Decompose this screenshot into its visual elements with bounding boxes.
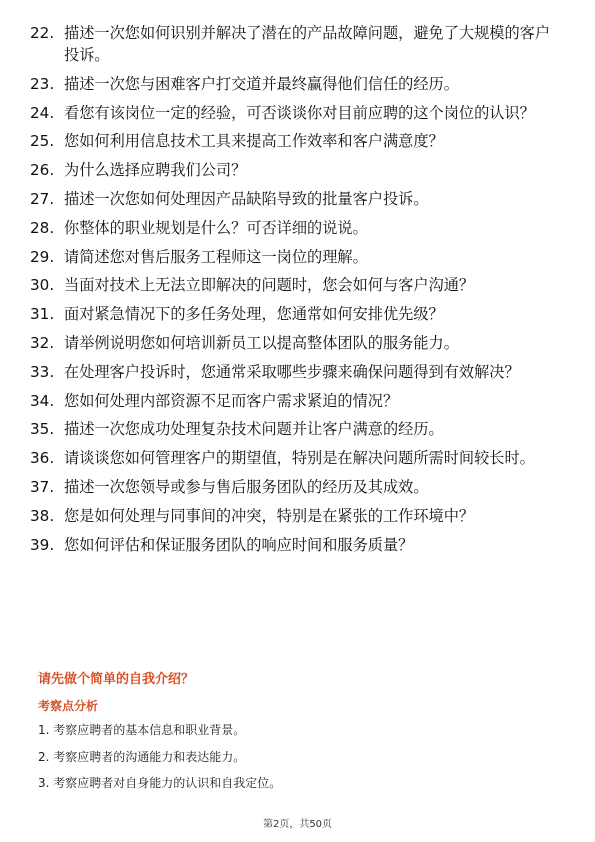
question-item (30, 303, 565, 325)
question-item (30, 217, 565, 239)
question-number: 30. (30, 276, 55, 295)
question-list (30, 22, 565, 562)
question-item (30, 332, 565, 354)
question-number: 23. (30, 74, 55, 93)
question-number: 25. (30, 132, 55, 151)
question-number: 31. (30, 305, 55, 324)
question-item (30, 361, 565, 383)
question-item (30, 159, 565, 181)
question-number: 34. (30, 391, 55, 410)
question-item (30, 274, 565, 296)
question-item (30, 505, 565, 527)
analysis-point: 2. 考察应聘者的沟通能力和表达能力。 (38, 749, 246, 764)
question-text: 描述一次您成功处理复杂技术问题并让客户满意的经历。 (64, 420, 444, 439)
question-text: 当面对技术上无法立即解决的问题时，您会如何与客户沟通？ (64, 276, 475, 295)
analysis-point: 3. 考察应聘者对自身能力的认识和自我定位。 (38, 776, 282, 790)
question-text: 描述一次您如何处理因产品缺陷导致的批量客户投诉。 (64, 189, 429, 208)
question-item (30, 476, 565, 498)
question-number: 39. (30, 535, 55, 554)
question-text: 您如何评估和保证服务团队的响应时间和服务质量？ (64, 535, 414, 554)
intro-question-heading: 请先做个简单的自我介绍？ (38, 672, 195, 687)
question-number: 24. (30, 103, 55, 122)
question-item (30, 534, 565, 556)
question-text: 看您有该岗位一定的经验，可否谈谈你对目前应聘的这个岗位的认识？ (64, 103, 535, 122)
question-text: 您如何处理内部资源不足而客户需求紧迫的情况？ (64, 391, 399, 410)
question-number: 26. (30, 161, 55, 180)
question-item (30, 102, 565, 124)
question-number: 28. (30, 218, 55, 237)
question-number: 29. (30, 247, 55, 266)
question-item (30, 73, 565, 95)
question-item (30, 390, 565, 412)
question-item (30, 447, 565, 469)
question-text: 描述一次您与困难客户打交道并最终赢得他们信任的经历。 (64, 74, 459, 93)
question-text: 请简述您对售后服务工程师这一岗位的理解。 (64, 247, 368, 266)
question-number: 37. (30, 477, 55, 496)
question-number: 22. (30, 24, 55, 42)
question-number: 32. (30, 333, 55, 352)
question-text: 您是如何处理与同事间的冲突，特别是在紧张的工作环境中？ (64, 506, 475, 525)
analysis-title: 考察点分析 (38, 699, 99, 713)
question-text: 你整体的职业规划是什么？可否详细的说说。 (64, 218, 368, 237)
question-number: 35. (30, 420, 55, 439)
question-text: 面对紧急情况下的多任务处理，您通常如何安排优先级？ (64, 305, 444, 324)
question-text: 您如何利用信息技术工具来提高工作效率和客户满意度？ (64, 132, 444, 151)
question-item (30, 418, 565, 440)
question-text: 为什么选择应聘我们公司？ (64, 161, 247, 180)
analysis-points (38, 722, 281, 802)
question-text: 请谈谈您如何管理客户的期望值，特别是在解决问题所需时间较长时。 (64, 449, 535, 468)
question-text: 描述一次您领导或参与售后服务团队的经历及其成效。 (64, 477, 429, 496)
question-number: 36. (30, 449, 55, 468)
question-text: 在处理客户投诉时，您通常采取哪些步骤来确保问题得到有效解决？ (64, 362, 520, 381)
analysis-point: 1. 考察应聘者的基本信息和职业背景。 (38, 723, 246, 737)
question-text: 请举例说明您如何培训新员工以提高整体团队的服务能力。 (64, 333, 459, 352)
question-number: 33. (30, 362, 55, 381)
question-item (30, 22, 565, 66)
question-number: 38. (30, 506, 55, 525)
question-item (30, 130, 565, 152)
page-footer: 第2页，共50页 (262, 819, 333, 830)
question-item (30, 188, 565, 210)
question-item (30, 246, 565, 268)
question-number: 27. (30, 189, 55, 208)
question-text: 描述一次您如何识别并解决了潜在的产品故障问题，避免了大规模的客户投诉。 (64, 24, 550, 64)
